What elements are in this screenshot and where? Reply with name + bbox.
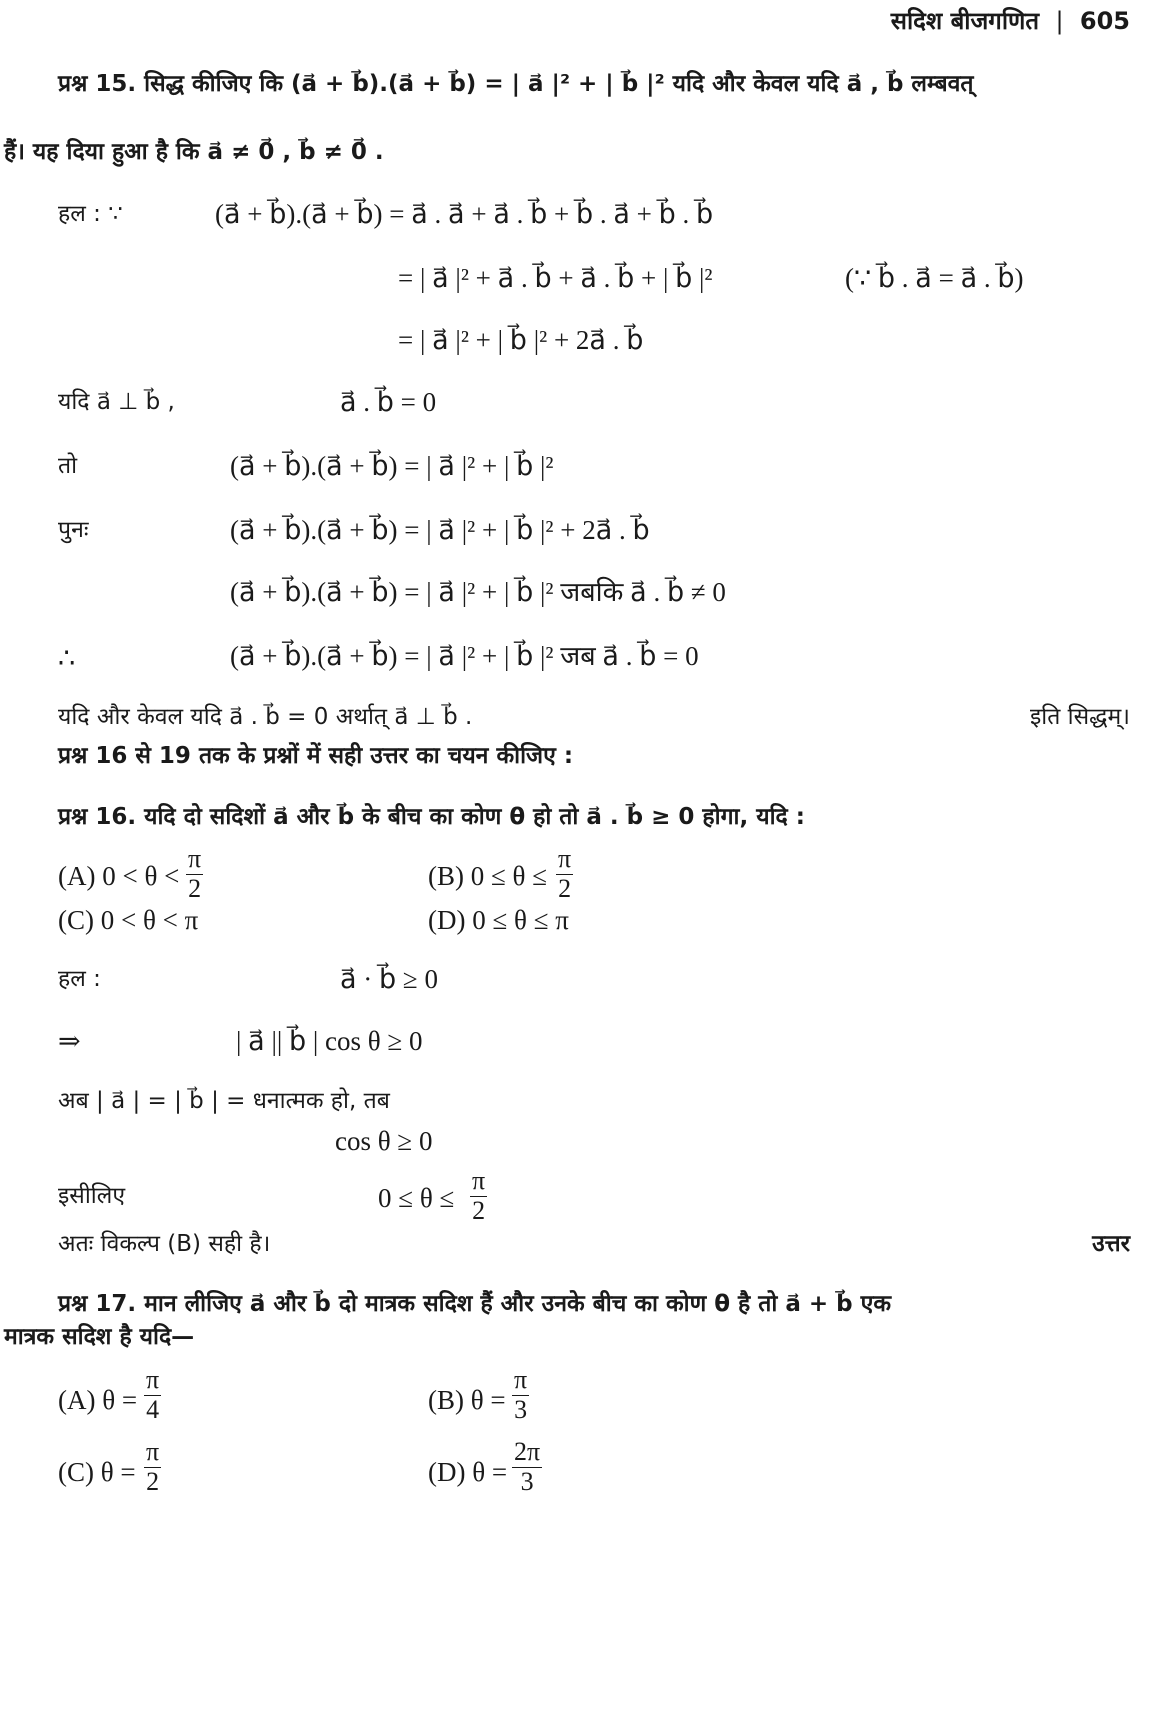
- q16-step5-label: 0 ≤ θ ≤: [378, 1183, 455, 1213]
- q16-implies-symbol: ⇒: [58, 1026, 81, 1056]
- q16-option-b-numerator: π: [558, 844, 572, 873]
- q16-step2: | a⃗ || b⃗ | cos θ ≥ 0: [236, 1026, 423, 1056]
- q16-solution-label: हल :: [58, 966, 101, 992]
- q16-final-statement: अतः विकल्प (B) सही है।: [58, 1231, 271, 1257]
- q17-option-c-label: (C) θ =: [58, 1457, 136, 1487]
- q16-option-b-denominator: 2: [558, 873, 572, 903]
- q16-step5-fraction: [470, 1167, 487, 1225]
- q16-step4: cos θ ≥ 0: [335, 1126, 433, 1156]
- q16-option-a-fraction: [186, 845, 203, 903]
- q17-option-c-fraction: [144, 1438, 161, 1496]
- q16-answer-label: उत्तर: [1092, 1231, 1130, 1257]
- chapter-title: सदिश बीजगणित: [890, 7, 1040, 35]
- q17-option-a-denominator: 4: [146, 1394, 160, 1424]
- q15-qed: इति सिद्धम्।: [1029, 704, 1130, 730]
- q15-question-line1: प्रश्न 15. सिद्ध कीजिए कि (a⃗ + b⃗).(a⃗ + b⃗) = | a⃗ |² + | b⃗ |² यदि और केवल यदि a⃗ , b⃗ लम्बवत्: [58, 71, 974, 97]
- q16-step1: a⃗ · b⃗ ≥ 0: [340, 964, 438, 994]
- q15-again-label: पुनः: [58, 517, 89, 543]
- q17-question-line1: प्रश्न 17. मान लीजिए a⃗ और b⃗ दो मात्रक सदिश हैं और उनके बीच का कोण θ है तो a⃗ + b⃗ एक: [58, 1291, 892, 1317]
- q17-option-b-numerator: π: [514, 1365, 528, 1394]
- q15-whereas-expr: (a⃗ + b⃗).(a⃗ + b⃗) = | a⃗ |² + | b⃗ |² जबकि a⃗ . b⃗ ≠ 0: [230, 577, 726, 607]
- q16-step3: अब | a⃗ | = | b⃗ | = धनात्मक हो, तब: [58, 1088, 390, 1114]
- q17-option-b-fraction: [512, 1366, 529, 1424]
- q16-option-c: (C) 0 < θ < π: [58, 905, 199, 935]
- header-separator: |: [1055, 7, 1064, 35]
- q15-step3: = | a⃗ |² + | b⃗ |² + 2a⃗ . b⃗: [398, 325, 644, 355]
- q15-question-line2: हैं। यह दिया हुआ है कि a⃗ ≠ 0⃗ , b⃗ ≠ 0⃗ .: [4, 139, 384, 165]
- q17-question-line2: मात्रक सदिश है यदि—: [4, 1324, 195, 1350]
- q15-then-label: तो: [58, 453, 78, 479]
- q16-option-d: (D) 0 ≤ θ ≤ π: [428, 905, 569, 935]
- q15-again-expr: (a⃗ + b⃗).(a⃗ + b⃗) = | a⃗ |² + | b⃗ |² + 2a⃗ . b⃗: [230, 515, 650, 545]
- q17-option-d-denominator: 3: [520, 1466, 534, 1496]
- q16-question: प्रश्न 16. यदि दो सदिशों a⃗ और b⃗ के बीच का कोण θ हो तो a⃗ . b⃗ ≥ 0 होगा, यदि :: [58, 804, 805, 830]
- page-number: 605: [1079, 7, 1130, 35]
- instruction-heading: प्रश्न 16 से 19 तक के प्रश्नों में सही उत्तर का चयन कीजिए :: [58, 743, 574, 769]
- q17-option-a-numerator: π: [146, 1365, 160, 1394]
- q15-then-expr: (a⃗ + b⃗).(a⃗ + b⃗) = | a⃗ |² + | b⃗ |²: [230, 451, 554, 481]
- running-header: [891, 6, 1130, 36]
- q15-if-label: यदि a⃗ ⊥ b⃗ ,: [58, 389, 175, 415]
- q15-step2-note: (∵ b⃗ . a⃗ = a⃗ . b⃗): [845, 263, 1024, 293]
- q15-step2: = | a⃗ |² + a⃗ . b⃗ + a⃗ . b⃗ + | b⃗ |²: [398, 263, 713, 293]
- q16-step5-denominator: 2: [472, 1195, 486, 1225]
- q16-hence-label: इसीलिए: [58, 1183, 126, 1209]
- q17-option-a-fraction: [144, 1366, 161, 1424]
- q16-option-a-denominator: 2: [188, 873, 202, 903]
- q15-solution-label: हल : ∵: [58, 201, 123, 227]
- q17-option-a-label: (A) θ =: [58, 1385, 138, 1415]
- q16-option-b-label: (B) 0 ≤ θ ≤: [428, 861, 548, 891]
- q15-if-expr: a⃗ . b⃗ = 0: [340, 387, 437, 417]
- q16-option-a-label: (A) 0 < θ <: [58, 861, 180, 891]
- q17-option-c-denominator: 2: [146, 1466, 160, 1496]
- q16-option-a-numerator: π: [188, 844, 202, 873]
- q17-option-b-denominator: 3: [514, 1394, 528, 1424]
- q17-option-c-numerator: π: [146, 1437, 160, 1466]
- q17-option-d-fraction: [512, 1438, 542, 1496]
- q15-conclusion: यदि और केवल यदि a⃗ . b⃗ = 0 अर्थात् a⃗ ⊥ b⃗ .: [58, 704, 473, 730]
- q15-therefore-expr: (a⃗ + b⃗).(a⃗ + b⃗) = | a⃗ |² + | b⃗ |² जब a⃗ . b⃗ = 0: [230, 641, 699, 671]
- q17-option-d-label: (D) θ =: [428, 1457, 508, 1487]
- q16-option-b-fraction: [556, 845, 573, 903]
- q15-step1: (a⃗ + b⃗).(a⃗ + b⃗) = a⃗ . a⃗ + a⃗ . b⃗ + b⃗ . a⃗ + b⃗ . b⃗: [215, 199, 714, 229]
- q17-option-d-numerator: 2π: [514, 1437, 541, 1466]
- q16-step5-numerator: π: [472, 1166, 486, 1195]
- q15-therefore-label: ∴: [58, 643, 76, 673]
- q17-option-b-label: (B) θ =: [428, 1385, 506, 1415]
